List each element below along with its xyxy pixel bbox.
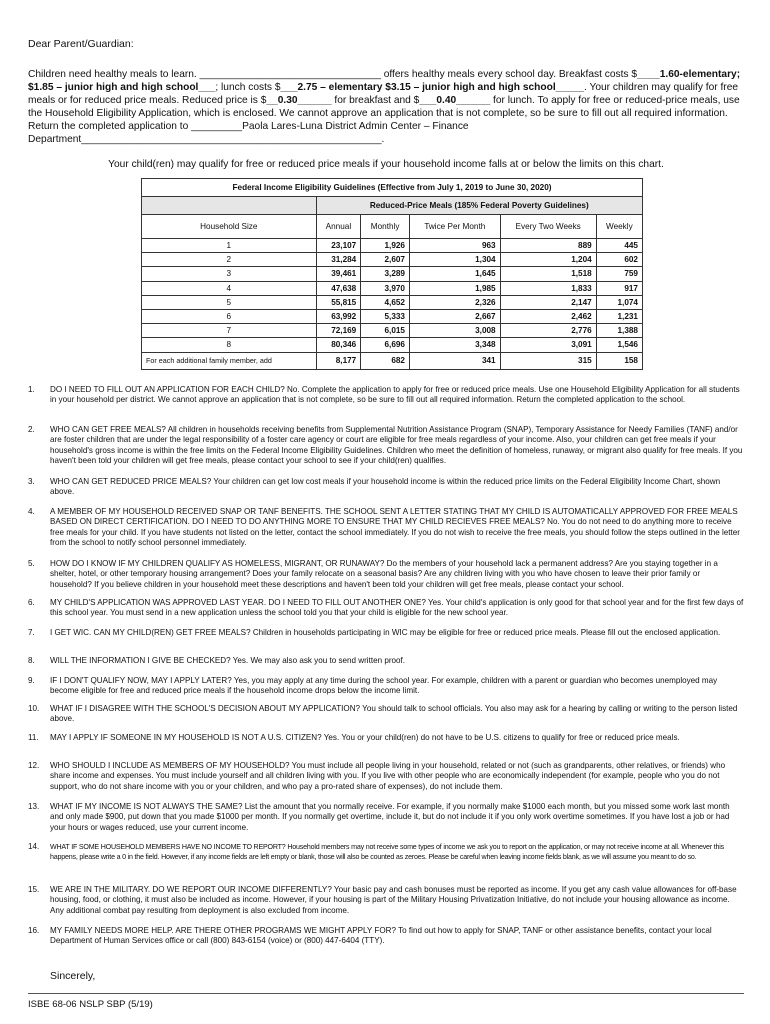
faq-number: 14. (28, 842, 40, 851)
income-cell: 1,833 (500, 281, 596, 295)
income-cell: 2,607 (361, 253, 410, 267)
faq-text (50, 885, 744, 916)
faq-question: WHO CAN GET FREE MEALS? (50, 425, 166, 434)
table-subtitle: Reduced-Price Meals (185% Federal Poverty Guidelines) (316, 197, 642, 215)
faq-answer: You must include all people living in your household, related or not (such as grandparents, other relatives, or friends) who share income and expenses. You must include yourself and all children living with you. If you live with other people who are economically independent (for example, people who you do not support, who do not share income with you or your children, and who pay a pro-rated share of expenses), do not include them. (50, 761, 726, 791)
household-size-cell: 6 (142, 309, 317, 323)
income-cell: 1,204 (500, 253, 596, 267)
income-cell: 759 (596, 267, 642, 281)
form-code: ISBE 68-06 NSLP SBP (5/19) (28, 999, 153, 1010)
faq-text (50, 802, 744, 833)
income-cell: 1,985 (410, 281, 501, 295)
col-header-annual: Annual (316, 215, 361, 239)
col-header-every-two-weeks: Every Two Weeks (500, 215, 596, 239)
faq-answer: Yes, you may apply at any time during the school year. For example, children with a parent or guardian who becomes unemployed may become eligible for free and reduced price meals if the household income drops below the income limit. (50, 676, 718, 696)
faq-question: WILL THE INFORMATION I GIVE BE CHECKED? (50, 656, 231, 665)
faq-number: 5. (28, 559, 35, 568)
income-cell: 6,015 (361, 324, 410, 338)
faq-text (50, 926, 744, 947)
table-row (142, 281, 643, 295)
income-cell: 23,107 (316, 239, 361, 253)
footer-divider (28, 993, 744, 994)
faq-answer: Yes. Your child's application is only good for that school year and for the first few days of this school year. You must send in a new application unless the school told you that your child is eligible for the new school year. (50, 598, 744, 618)
faq-answer: Yes. We may also ask you to send written proof. (230, 656, 406, 665)
income-cell: 1,304 (410, 253, 501, 267)
income-cell: 963 (410, 239, 501, 253)
household-size-cell: 3 (142, 267, 317, 281)
col-header-monthly: Monthly (361, 215, 410, 239)
faq-number: 9. (28, 676, 35, 685)
income-cell: 158 (596, 352, 642, 369)
intro-text-1: Children need healthy meals to learn. ________________________________ offers healthy meals every school day. Breakfast costs $ (28, 69, 638, 80)
faq-text (50, 385, 744, 406)
closing: Sincerely, (50, 970, 96, 982)
table-row (142, 253, 643, 267)
income-cell: 1,645 (410, 267, 501, 281)
faq-answer: Your basic pay and cash bonuses must be reported as income. If you get any cash value allowances for off-base housing, food, or clothing, it must also be included as income. However, if your housing is part of the Military Housing Privatization Initiative, do not include your housing allowance as income. Any additional combat pay resulting from deployment is also excluded from income. (50, 885, 737, 915)
income-cell: 63,992 (316, 309, 361, 323)
faq-question: A MEMBER OF MY HOUSEHOLD RECEIVED SNAP OR TANF BENEFITS. THE SCHOOL SENT A LETTER STATING THAT MY CHILD IS AUTOMATICALLY APPROVED FOR FREE MEALS BASED ON DIRECT CERTIFICATION. DO I NEED TO DO ANYTHING MORE TO ENSURE THAT MY CHILD RECIEVES FREE MEALS? (50, 507, 738, 527)
faq-number: 13. (28, 802, 40, 811)
intro-text-4: for breakfast and $ (331, 95, 420, 106)
col-header-twice-per-month: Twice Per Month (410, 215, 501, 239)
faq-question: WHO SHOULD I INCLUDE AS MEMBERS OF MY HOUSEHOLD? (50, 761, 290, 770)
table-title: Federal Income Eligibility Guidelines (Effective from July 1, 2019 to June 30, 2020) (142, 179, 643, 197)
income-cell: 1,926 (361, 239, 410, 253)
income-eligibility-table (141, 178, 643, 370)
faq-text (50, 507, 744, 549)
household-size-cell: 7 (142, 324, 317, 338)
faq-number: 1. (28, 385, 35, 394)
faq-answer: Yes. You or your child(ren) do not have to be U.S. citizens to qualify for free or reduced price meals. (321, 733, 680, 742)
faq-question: DO I NEED TO FILL OUT AN APPLICATION FOR EACH CHILD? (50, 385, 285, 394)
faq-number: 4. (28, 507, 35, 516)
col-header-household-size: Household Size (142, 215, 317, 239)
faq-answer: All children in households receiving benefits from Supplemental Nutrition Assistance Program (SNAP), Temporary Assistance for Needy Families (TANF) and/or are foster children that are under the legal responsibility of a foster care agency or court are eligible for free meals regardless of your income. Also, your children can get free meals if your household's gross income is within the free limits on the Federal Income Eligibility Guidelines. Children who meet the definition of homeless, runaway, or migrant also qualify for free meals. If you haven't been told your children will get free meals, please contact your school to see if your child(ren) qualifies. (50, 425, 743, 466)
intro-text-5: for lunch. To apply for free or reduced-price meals, use the Household Eligibility Application, which is enclosed. We cannot approve an application that is not complete, so be sure to fill out all required information. Return the completed application to _________Paola Lares-Luna District Admin Center – Finance Department_____________________________________________________. (28, 95, 740, 145)
income-cell: 8,177 (316, 352, 361, 369)
household-size-cell: 4 (142, 281, 317, 295)
faq-question: WHAT IF MY INCOME IS NOT ALWAYS THE SAME? (50, 802, 243, 811)
intro-paragraph (28, 68, 744, 146)
faq-text (50, 761, 744, 792)
income-cell: 3,091 (500, 338, 596, 352)
income-cell: 2,462 (500, 309, 596, 323)
table-row (142, 295, 643, 309)
household-size-cell: 1 (142, 239, 317, 253)
faq-number: 15. (28, 885, 40, 894)
income-cell: 602 (596, 253, 642, 267)
table-blank-header (142, 197, 317, 215)
income-cell: 72,169 (316, 324, 361, 338)
faq-question: MY CHILD'S APPLICATION WAS APPROVED LAST YEAR. DO I NEED TO FILL OUT ANOTHER ONE? (50, 598, 426, 607)
table-row (142, 324, 643, 338)
income-cell: 917 (596, 281, 642, 295)
faq-number: 10. (28, 704, 40, 713)
table-row (142, 239, 643, 253)
income-cell: 47,638 (316, 281, 361, 295)
income-cell: 3,008 (410, 324, 501, 338)
faq-number: 12. (28, 761, 40, 770)
faq-text (50, 656, 744, 666)
faq-question: WE ARE IN THE MILITARY. DO WE REPORT OUR INCOME DIFFERENTLY? (50, 885, 332, 894)
faq-text (50, 704, 744, 725)
income-cell: 55,815 (316, 295, 361, 309)
reduced-breakfast-cost: __0.30______ (266, 95, 332, 106)
faq-question: WHO CAN GET REDUCED PRICE MEALS? (50, 477, 212, 486)
income-cell: 4,652 (361, 295, 410, 309)
table-row-additional (142, 352, 643, 369)
faq-text (50, 733, 744, 743)
income-cell: 31,284 (316, 253, 361, 267)
income-cell: 682 (361, 352, 410, 369)
income-cell: 445 (596, 239, 642, 253)
faq-answer: Your children can get low cost meals if your household income is within the reduced price limits on the Federal Eligibility Income Chart, shown above. (50, 477, 721, 497)
income-cell: 341 (410, 352, 501, 369)
household-size-cell: 5 (142, 295, 317, 309)
faq-answer: Children in households participating in WIC may be eligible for free or reduced price meals. Please fill out the enclosed application. (250, 628, 721, 637)
faq-text (50, 598, 744, 619)
faq-answer: No. You do not need to do anything more to receive free meals for your child. If you have students not listed on the letter, contact the school immediately. If you do not wish to receive the free meals, you should follow the steps outlined in the letter from the school to notify school personnel immediately. (50, 517, 740, 548)
faq-answer: To find out how to apply for SNAP, TANF or other assistance benefits, contact your local Department of Human Services office or call (800) 843-6154 (voice) or (800) 447-6404 (TTY). (50, 926, 712, 946)
income-cell: 6,696 (361, 338, 410, 352)
faq-text (50, 628, 744, 638)
faq-text (50, 559, 744, 590)
income-cell: 889 (500, 239, 596, 253)
reduced-lunch-cost: ___0.40______ (419, 95, 491, 106)
income-cell: 2,776 (500, 324, 596, 338)
breakfast-cost: ____1.60-elementary; $1.85 – junior high and high school___ (28, 69, 741, 93)
income-cell: 39,461 (316, 267, 361, 281)
qualify-line: Your child(ren) may qualify for free or reduced price meals if your household income falls at or below the limits on this chart. (108, 159, 664, 170)
income-cell: 2,326 (410, 295, 501, 309)
faq-answer: You should talk to school officials. You also may ask for a hearing by calling or writing to the person listed above. (50, 704, 738, 724)
table-row (142, 309, 643, 323)
faq-question: MY FAMILY NEEDS MORE HELP. ARE THERE OTHER PROGRAMS WE MIGHT APPLY FOR? (50, 926, 397, 935)
faq-answer: List the amount that you normally receive. For example, if you normally make $1000 each month, but you missed some work last month and only made $900, put down that you made $1000 per month. If you normally get overtime, include it, but do not include it if you only work overtime sometimes. If you have lost a job or had your hours or wages reduced, use your current income. (50, 802, 730, 832)
household-size-cell: 2 (142, 253, 317, 267)
income-cell: 3,970 (361, 281, 410, 295)
faq-number: 2. (28, 425, 35, 434)
income-cell: 5,333 (361, 309, 410, 323)
faq-question: IF I DON'T QUALIFY NOW, MAY I APPLY LATER? (50, 676, 232, 685)
faq-text (50, 842, 744, 863)
income-cell: 2,147 (500, 295, 596, 309)
faq-number: 16. (28, 926, 40, 935)
table-row (142, 267, 643, 281)
faq-text (50, 425, 744, 467)
intro-text-2: ; lunch costs $ (215, 82, 281, 93)
col-header-weekly: Weekly (596, 215, 642, 239)
faq-question: I GET WIC. CAN MY CHILD(REN) GET FREE MEALS? (50, 628, 251, 637)
additional-member-label: For each additional family member, add (142, 352, 317, 369)
intro-text-3: . Your children may qualify for free meals or for reduced price meals. Reduced price is $ (28, 82, 739, 106)
table-row (142, 338, 643, 352)
income-cell: 1,074 (596, 295, 642, 309)
income-cell: 1,231 (596, 309, 642, 323)
faq-text (50, 477, 744, 498)
faq-answer: No. Complete the application to apply for free or reduced price meals. Use one Household Eligibility Application for all students in your household per district. We cannot approve an application that is not complete, so be sure to fill out all required information. Return the completed application to the school. (50, 385, 740, 405)
faq-question: HOW DO I KNOW IF MY CHILDREN QUALIFY AS HOMELESS, MIGRANT, OR RUNAWAY? (50, 559, 385, 568)
faq-number: 8. (28, 656, 35, 665)
faq-question: MAY I APPLY IF SOMEONE IN MY HOUSEHOLD IS NOT A U.S. CITIZEN? (50, 733, 322, 742)
faq-text (50, 676, 744, 697)
income-cell: 3,289 (361, 267, 410, 281)
greeting: Dear Parent/Guardian: (28, 38, 134, 50)
income-cell: 3,348 (410, 338, 501, 352)
lunch-cost: ___2.75 – elementary $3.15 – junior high and high school_____ (280, 82, 584, 93)
faq-question: WHAT IF I DISAGREE WITH THE SCHOOL'S DECISION ABOUT MY APPLICATION? (50, 704, 361, 713)
faq-number: 7. (28, 628, 35, 637)
income-cell: 315 (500, 352, 596, 369)
faq-answer: Do the members of your household lack a permanent address? Are you staying together in a shelter, hotel, or other temporary housing arrangement? Does your family relocate on a seasonal basis? Are any children living with you who have chosen to leave their prior family or household? If you believe children in your household meet these descriptions and haven't been told your children will get free meals, please contact your school. (50, 559, 718, 589)
faq-number: 11. (28, 733, 39, 742)
income-cell: 1,388 (596, 324, 642, 338)
faq-answer: Household members may not receive some types of income we ask you to report on the application, or may not receive income at all. Whenever this happens, please write a 0 in the field. However, if any income fields are left empty or blank, those will also be counted as zeroes. Please be careful when leaving income fields blank, as we will assume you meant to do so. (50, 843, 724, 862)
faq-number: 6. (28, 598, 35, 607)
faq-number: 3. (28, 477, 35, 486)
income-cell: 2,667 (410, 309, 501, 323)
income-cell: 1,546 (596, 338, 642, 352)
income-cell: 1,518 (500, 267, 596, 281)
household-size-cell: 8 (142, 338, 317, 352)
faq-question: WHAT IF SOME HOUSEHOLD MEMBERS HAVE NO INCOME TO REPORT? (50, 843, 286, 851)
income-cell: 80,346 (316, 338, 361, 352)
